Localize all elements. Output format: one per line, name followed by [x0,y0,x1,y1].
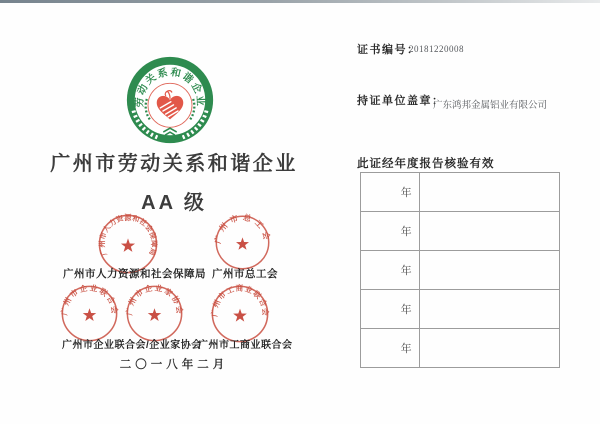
year-cell: 年 [361,251,420,290]
seal-trade-union-text: 广州市总工会 [213,212,272,245]
verification-entry-cell [419,173,559,212]
verification-entry-cell [419,290,559,329]
scan-top-edge [0,0,600,3]
table-row [361,212,560,251]
harmonious-labor-logo [126,56,214,144]
star-icon [121,238,135,251]
seal-label-hr-bureau: 广州市人力资源和社会保障局 [63,268,206,280]
certificate-grade: AA 级 [141,192,207,214]
year-cell: 年 [361,212,420,251]
seal-label-enterprise-associations: 广州市企业联合会/企业家协会 [62,340,202,351]
seal-entrepreneurs-association-text: 广州市企业家协会 [124,283,185,316]
verification-entry-cell [419,329,559,368]
annual-verification-table [360,172,560,368]
seal-enterprise-confederation [60,284,119,343]
table-row [361,329,560,368]
issue-date: 二〇一八年二月 [119,359,229,371]
certificate-number-value: 20181220008 [409,44,464,54]
certificate-title: 广州市劳动关系和谐企业 [50,153,298,175]
logo-ring-text: 劳动关系和谐企业 [134,67,206,108]
seal-label-trade-union: 广州市总工会 [212,268,278,280]
seal-enterprise-confederation-text: 广州市企业联合会 [59,283,120,316]
seal-entrepreneurs-association [125,284,184,343]
seal-label-industry-commerce: 广州市工商业联合会 [198,340,293,351]
seal-hr-bureau-text: 广州市人力资源和社会保障局 [98,213,158,257]
seal-industry-commerce-federation [210,284,270,344]
year-cell: 年 [361,329,420,368]
seal-industry-commerce-federation-text: 广州市工商业联合会 [210,283,270,318]
table-row [361,251,560,290]
seal-trade-union [214,214,271,271]
certificate-number-label: 证书编号： [357,44,420,56]
annual-verification-note: 此证经年度报告核验有效 [357,158,495,170]
holder-company-name: 广东鸿邦金属铝业有限公司 [433,101,548,111]
year-cell: 年 [361,173,420,212]
table-row [361,173,560,212]
year-cell: 年 [361,290,420,329]
verification-entry-cell [419,212,559,251]
table-row [361,290,560,329]
star-icon [233,309,247,322]
verification-entry-cell [419,251,559,290]
star-icon [83,308,96,321]
star-icon [148,308,161,321]
holder-seal-label: 持证单位盖章： [357,95,445,107]
star-icon [236,237,249,249]
